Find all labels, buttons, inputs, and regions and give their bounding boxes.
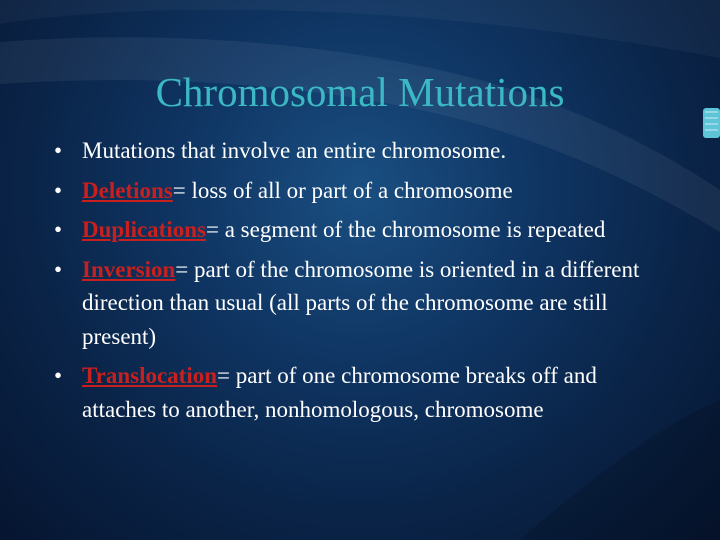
bullet-item xyxy=(54,359,654,426)
bullet-marker: • xyxy=(54,217,63,242)
edge-tab-decoration xyxy=(703,108,720,138)
term-translocation: Translocation xyxy=(82,363,218,388)
term-duplications: Duplications xyxy=(82,217,206,242)
bullet-item xyxy=(54,213,654,247)
term-deletions: Deletions xyxy=(82,177,173,203)
slide-title: Chromosomal Mutations xyxy=(155,69,565,115)
bullet-marker: • xyxy=(54,138,63,163)
bullet-text: = part of the chromosome is oriented in a different direction than usual (all parts of the chromosome are still present) xyxy=(82,256,640,349)
bullet-text: = a segment of the chromosome is repeated xyxy=(205,217,606,242)
term-inversion: Inversion xyxy=(82,256,176,282)
bullet-marker: • xyxy=(54,363,63,388)
bullet-marker: • xyxy=(54,177,63,203)
bullet-text: Mutations that involve an entire chromosome. xyxy=(82,138,507,163)
bullet-text: = part of one chromosome breaks off and attaches to another, nonhomologous, chromosome xyxy=(82,363,597,422)
bullet-item xyxy=(54,253,654,354)
bullet-marker: • xyxy=(54,256,63,282)
bullet-item xyxy=(54,134,654,168)
bullet-list xyxy=(54,134,654,426)
bullet-text: = loss of all or part of a chromosome xyxy=(172,177,513,203)
bullet-item xyxy=(54,174,654,208)
